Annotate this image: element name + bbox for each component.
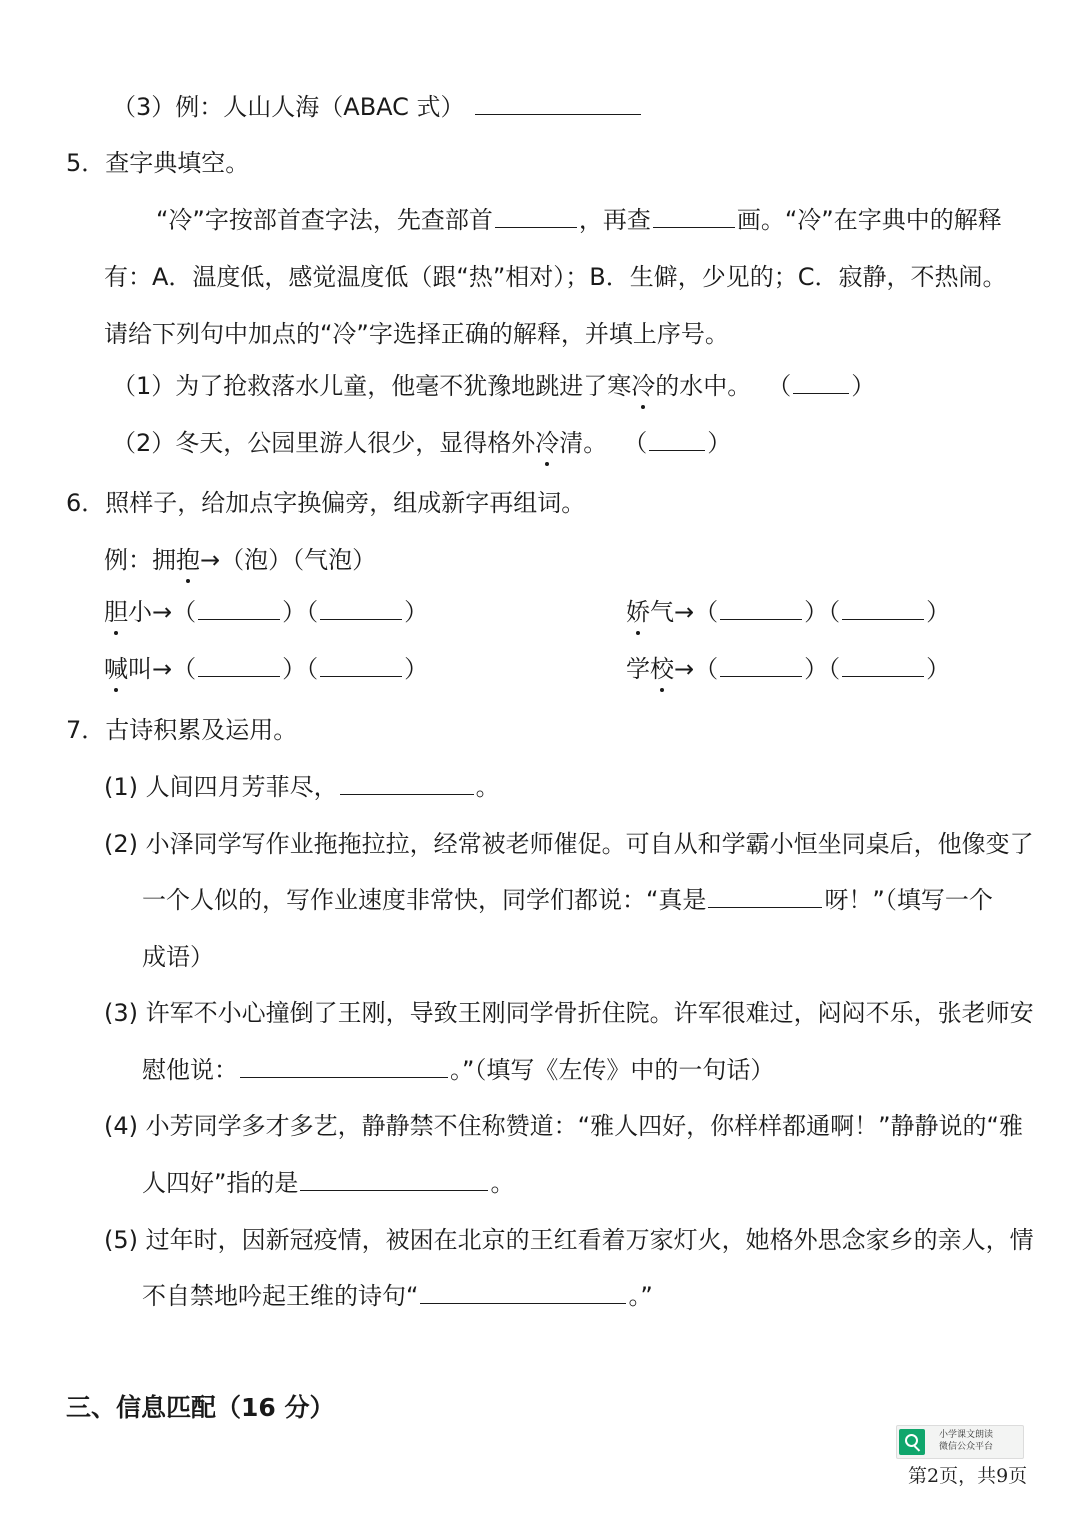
- search-icon: [899, 1429, 925, 1455]
- q6-item-2: 娇气→（ ）（ ）: [626, 598, 951, 626]
- q5-paragraph-line1: “冷”字按部首查字法，先查部首 ，再查 画。“冷”在字典中的解释: [156, 206, 1002, 234]
- q7-item-3-line2: 慰他说： 。”（填写《左传》中的一句话）: [142, 1056, 775, 1084]
- q7-item-3-line1: (3) 许军不小心撞倒了王刚，导致王刚同学骨折住院。许军很难过，闷闷不乐，张老师安: [104, 999, 1034, 1027]
- answer-blank[interactable]: [475, 92, 641, 115]
- answer-blank[interactable]: [240, 1055, 448, 1078]
- dotted-char: 抱: [176, 546, 200, 574]
- answer-blank[interactable]: [793, 371, 849, 394]
- answer-blank[interactable]: [708, 885, 822, 908]
- answer-blank[interactable]: [842, 597, 924, 620]
- answer-blank[interactable]: [198, 597, 280, 620]
- answer-blank-strokes[interactable]: [653, 205, 735, 228]
- answer-blank[interactable]: [420, 1281, 626, 1304]
- q7-item-4-line2: 人四好”指的是 。: [142, 1169, 515, 1197]
- q7-title: 7．古诗积累及运用。: [66, 716, 298, 744]
- q7-item-5-line2: 不自禁地吟起王维的诗句“ 。”: [142, 1282, 653, 1310]
- answer-blank[interactable]: [320, 597, 402, 620]
- q6-item-3: 喊叫→（ ）（ ）: [104, 655, 429, 683]
- answer-blank-radical[interactable]: [495, 205, 577, 228]
- q6-item-4: 学校→（ ）（ ）: [626, 655, 951, 683]
- answer-blank[interactable]: [198, 654, 280, 677]
- answer-blank[interactable]: [320, 654, 402, 677]
- dotted-char: 冷: [631, 372, 656, 400]
- answer-blank[interactable]: [649, 428, 705, 451]
- q6-example: 例：拥抱→（泡）（气泡）: [104, 546, 377, 574]
- q5-sentence-1: （1）为了抢救落水儿童，他毫不犹豫地跳进了寒冷的水中。 （ ）: [112, 372, 876, 400]
- answer-blank[interactable]: [842, 654, 924, 677]
- q7-item-5-line1: (5) 过年时，因新冠疫情，被困在北京的王红看着万家灯火，她格外思念家乡的亲人，情: [104, 1226, 1034, 1254]
- dotted-char: 喊: [104, 655, 128, 683]
- q5-paragraph-line3: 请给下列句中加点的“冷”字选择正确的解释，并填上序号。: [104, 320, 729, 348]
- dotted-char: 娇: [626, 598, 650, 626]
- q7-item-4-line1: (4) 小芳同学多才多艺，静静禁不住称赞道：“雅人四好，你样样都通啊！”静静说的“雅: [104, 1112, 1023, 1140]
- q5-sentence-2: （2）冬天，公园里游人很少，显得格外冷清。 （ ）: [112, 429, 732, 457]
- q7-item-2-line1: (2) 小泽同学写作业拖拖拉拉，经常被老师催促。可自从和学霸小恒坐同桌后，他像变了: [104, 830, 1034, 858]
- q7-item-2-line3: 成语）: [142, 943, 214, 971]
- page-number: 第2页，共9页: [908, 1465, 1028, 1487]
- q5-paragraph-line2: 有：A．温度低，感觉温度低（跟“热”相对）；B．生僻，少见的；C．寂静，不热闹。: [104, 263, 1007, 291]
- q6-title: 6．照样子，给加点字换偏旁，组成新字再组词。: [66, 489, 586, 517]
- dotted-char: 校: [650, 655, 674, 683]
- answer-blank[interactable]: [720, 597, 802, 620]
- section-3-title: 三、信息匹配（16 分）: [66, 1393, 335, 1422]
- q4-item-3: （3）例：人山人海（ABAC 式）: [112, 91, 643, 123]
- watermark-logo: 小学课文朗读 微信公众平台: [896, 1425, 1024, 1459]
- q6-item-1: 胆小→（ ）（ ）: [104, 598, 429, 626]
- dotted-char: 冷: [535, 429, 560, 457]
- q5-title: 5．查字典填空。: [66, 149, 250, 177]
- dotted-char: 胆: [104, 598, 128, 626]
- q7-item-2-line2: 一个人似的，写作业速度非常快，同学们都说：“真是 呀！”（填写一个: [142, 886, 993, 914]
- answer-blank[interactable]: [300, 1168, 488, 1191]
- q7-item-1: (1) 人间四月芳菲尽， 。: [104, 773, 500, 801]
- answer-blank[interactable]: [340, 772, 474, 795]
- answer-blank[interactable]: [720, 654, 802, 677]
